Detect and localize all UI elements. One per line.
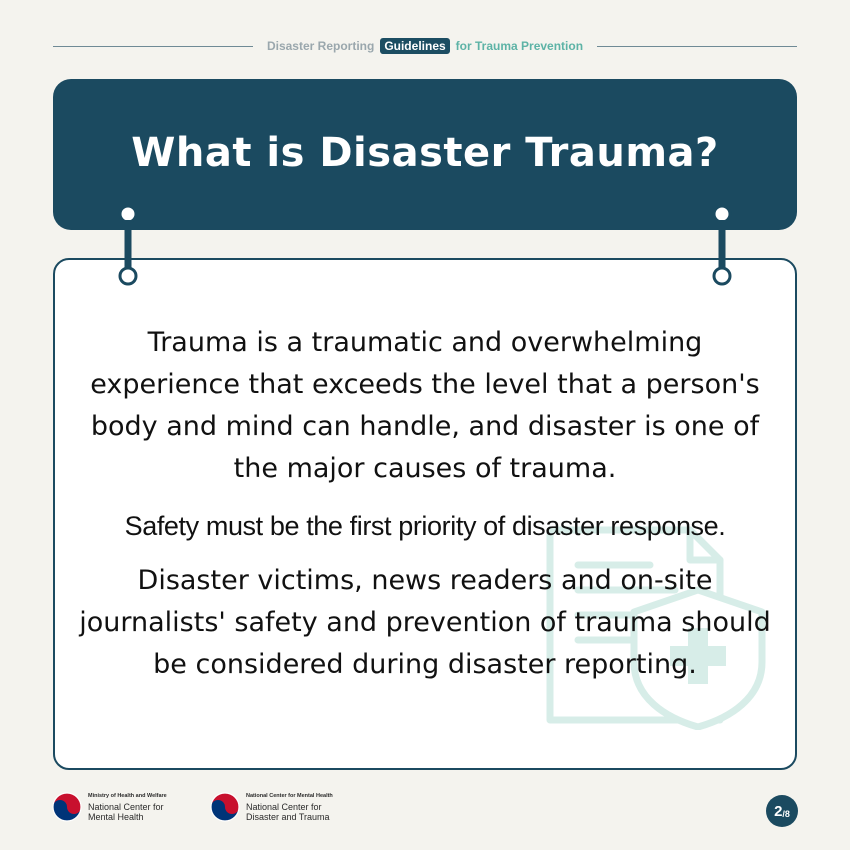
taegeuk-emblem-icon <box>52 792 82 822</box>
org1-name: Mental Health <box>88 811 144 822</box>
headline-box <box>53 79 797 230</box>
definition-line: the major causes of trauma. <box>233 453 617 484</box>
series-title <box>253 38 597 54</box>
series-title-part3: for Trauma Prevention <box>455 39 584 53</box>
org2-parent: National Center for Mental Health <box>246 792 333 799</box>
series-title-part2: Guidelines <box>380 38 449 54</box>
org2-name: National Center for <box>246 801 322 812</box>
paragraph-reporting-safety <box>70 560 780 686</box>
taegeuk-emblem-icon <box>210 792 240 822</box>
headline: What is Disaster Trauma? <box>131 129 719 176</box>
reporting-line: be considered during disaster reporting. <box>153 649 697 680</box>
series-banner <box>53 38 797 54</box>
definition-line: body and mind can handle, and disaster is one of <box>90 411 760 442</box>
org1-parent: Ministry of Health and Welfare <box>88 792 167 799</box>
footer <box>52 792 798 832</box>
definition-line: Trauma is a traumatic and overwhelming <box>147 327 703 358</box>
card-text <box>70 322 780 686</box>
page-current: 2 <box>774 802 783 820</box>
binder-ring-left <box>117 200 139 290</box>
paragraph-definition <box>70 322 780 490</box>
org1-text <box>88 793 167 822</box>
org-ncdt <box>210 792 333 822</box>
org1-name: National Center for <box>88 801 164 812</box>
org2-name: Disaster and Trauma <box>246 811 330 822</box>
reporting-line: journalists' safety and prevention of trauma should <box>79 607 771 638</box>
reporting-line: Disaster victims, news readers and on-site <box>137 565 713 596</box>
definition-line: experience that exceeds the level that a person's <box>90 369 760 400</box>
org2-text <box>246 793 333 822</box>
binder-ring-right <box>711 200 733 290</box>
page-total: /8 <box>782 808 790 819</box>
banner-rule-right <box>597 46 797 47</box>
org-mohw-ncmh <box>52 792 167 822</box>
banner-rule-left <box>53 46 253 47</box>
series-title-part1: Disaster Reporting <box>266 39 375 53</box>
paragraph-safety-priority: Safety must be the first priority of disaster response. <box>124 511 726 541</box>
page-indicator <box>766 795 798 827</box>
